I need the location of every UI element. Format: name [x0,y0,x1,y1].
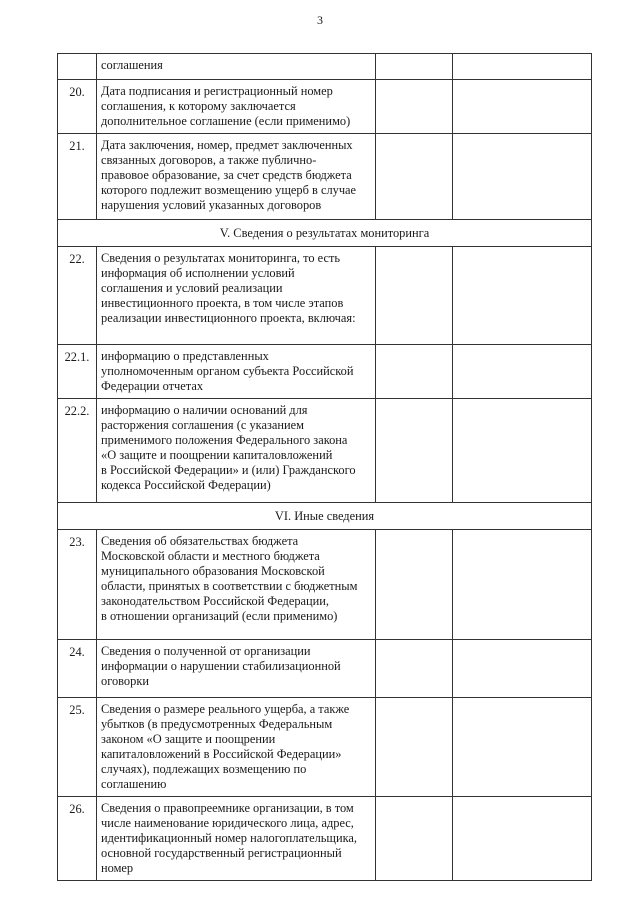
description-line: информацию о представленных [101,349,269,363]
description-line: соглашения [101,58,163,72]
description-line: оговорки [101,674,149,688]
row-description [97,797,376,881]
section-title: VI. Иные сведения [58,503,592,530]
description-line: правовое образование, за счет средств бюджета [101,168,352,182]
row-number: 22. [58,247,97,345]
description-line: соглашения, к которому заключается [101,99,296,113]
empty-cell [453,530,592,640]
description-line: «О защите и поощрении капиталовложений [101,448,333,462]
empty-cell [453,345,592,399]
description-line: номер [101,861,134,875]
empty-cell [453,698,592,797]
empty-cell [376,345,453,399]
table-row [58,797,592,881]
description-line: кодекса Российской Федерации) [101,478,271,492]
description-line: информацию о наличии оснований для [101,403,308,417]
description-line: основной государственный регистрационный [101,846,342,860]
row-number: 24. [58,640,97,698]
table-row [58,345,592,399]
description-line: расторжения соглашения (с указанием [101,418,304,432]
description-line: Московской области и местного бюджета [101,549,320,563]
description-line: реализации инвестиционного проекта, включая: [101,311,356,325]
table-row [58,698,592,797]
row-description [97,80,376,134]
description-line: Дата подписания и регистрационный номер [101,84,333,98]
row-description [97,247,376,345]
table-row [58,134,592,220]
row-number: 23. [58,530,97,640]
description-line: убытков (в предусмотренных Федеральным [101,717,333,731]
description-line: идентификационный номер налогоплательщика, [101,831,358,845]
description-line: в отношении организаций (если применимо) [101,609,338,623]
description-line: нарушения условий указанных договоров [101,198,322,212]
description-line: Сведения о результатах мониторинга, то есть [101,251,341,265]
description-line: муниципального образования Московской [101,564,325,578]
section-title: V. Сведения о результатах мониторинга [58,220,592,247]
row-number: 22.1. [58,345,97,399]
description-line: случаях), подлежащих возмещению по [101,762,307,776]
empty-cell [376,134,453,220]
description-line: информации о нарушении стабилизационной [101,659,341,673]
empty-cell [453,640,592,698]
description-line: Федерации отчетах [101,379,204,393]
description-line: дополнительное соглашение (если применимо) [101,114,351,128]
description-line: применимого положения Федерального закона [101,433,348,447]
table-row [58,54,592,80]
description-line: законодательством Российской Федерации, [101,594,330,608]
row-description [97,345,376,399]
empty-cell [376,247,453,345]
description-line: уполномоченным органом субъекта Российской [101,364,354,378]
section-header-row [58,503,592,530]
row-number: 25. [58,698,97,797]
empty-cell [376,54,453,80]
table-row [58,247,592,345]
description-line: Сведения о размере реального ущерба, а также [101,702,350,716]
row-number: 21. [58,134,97,220]
description-line: информация об исполнении условий [101,266,295,280]
description-line: в Российской Федерации» и (или) Гражданского [101,463,356,477]
table-row [58,640,592,698]
row-description [97,530,376,640]
registry-table [57,53,592,881]
description-line: законом «О защите и поощрении [101,732,276,746]
table-row [58,80,592,134]
page-number: 3 [317,13,323,27]
empty-cell [376,80,453,134]
empty-cell [453,247,592,345]
description-line: инвестиционного проекта, в том числе этапов [101,296,344,310]
row-number: 22.2. [58,399,97,503]
description-line: соглашения и условий реализации [101,281,283,295]
empty-cell [376,640,453,698]
row-description [97,134,376,220]
row-number: 26. [58,797,97,881]
description-line: связанных договоров, а также публично- [101,153,317,167]
description-line: Сведения о полученной от организации [101,644,311,658]
description-line: числе наименование юридического лица, адрес, [101,816,354,830]
description-line: области, принятых в соответствии с бюджетным [101,579,358,593]
empty-cell [376,797,453,881]
description-line: Дата заключения, номер, предмет заключенных [101,138,353,152]
empty-cell [453,54,592,80]
table-row [58,399,592,503]
row-description [97,399,376,503]
row-number [58,54,97,80]
empty-cell [453,797,592,881]
description-line: Сведения о правопреемнике организации, в том [101,801,354,815]
empty-cell [453,80,592,134]
table-row [58,530,592,640]
description-line: которого подлежит возмещению ущерб в случае [101,183,357,197]
section-header-row [58,220,592,247]
row-description [97,54,376,80]
empty-cell [453,399,592,503]
empty-cell [376,698,453,797]
empty-cell [376,530,453,640]
row-description [97,640,376,698]
description-line: Сведения об обязательствах бюджета [101,534,299,548]
row-number: 20. [58,80,97,134]
description-line: соглашению [101,777,167,791]
empty-cell [376,399,453,503]
empty-cell [453,134,592,220]
description-line: капиталовложений в Российской Федерации» [101,747,342,761]
row-description [97,698,376,797]
